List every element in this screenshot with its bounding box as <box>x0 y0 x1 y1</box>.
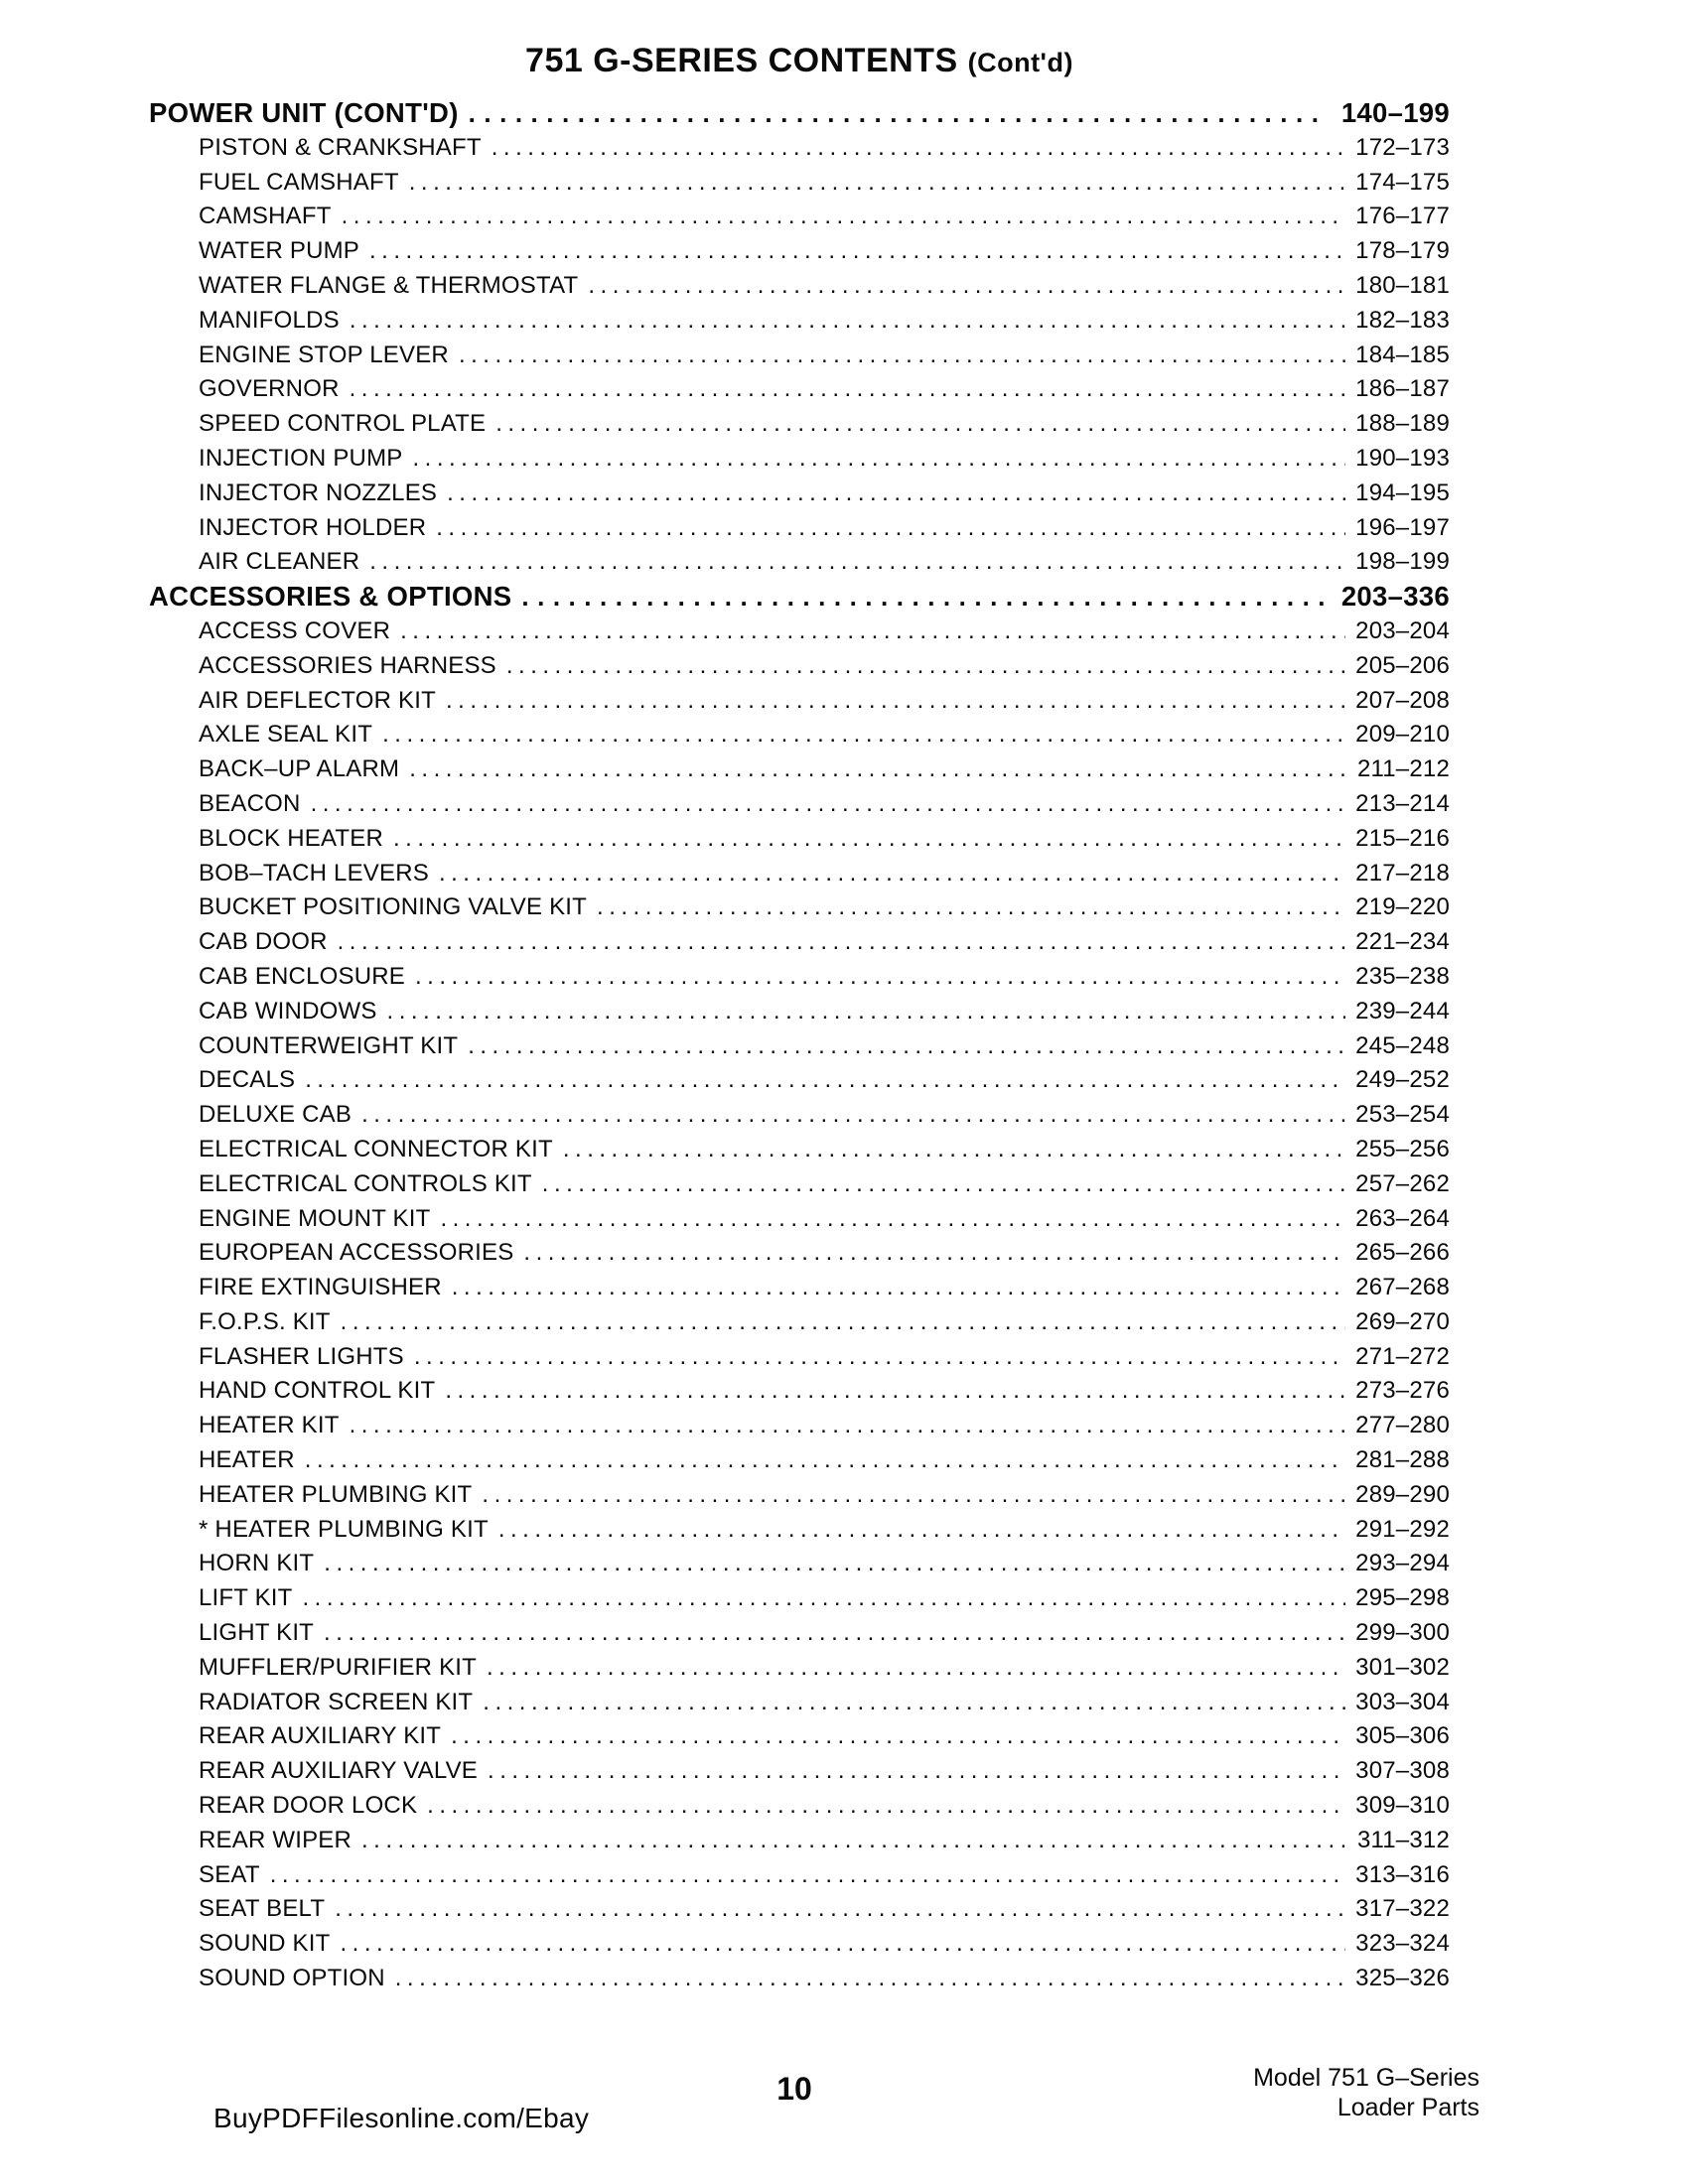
toc-entry <box>149 1271 1450 1305</box>
toc-entry-label: SOUND KIT <box>199 1930 331 1958</box>
dot-leader <box>414 1340 1345 1375</box>
toc-entry-label: INJECTOR HOLDER <box>199 513 427 541</box>
toc-entry-pages: 253–254 <box>1355 1101 1450 1129</box>
toc-entry <box>149 1202 1450 1237</box>
toc-entry-pages: 301–302 <box>1355 1653 1450 1681</box>
toc-entry-pages: 281–288 <box>1355 1446 1450 1474</box>
toc-entry <box>149 1133 1450 1167</box>
dot-leader <box>395 1962 1345 1996</box>
toc-entry-pages: 309–310 <box>1355 1792 1450 1820</box>
toc-entry-pages: 269–270 <box>1355 1307 1450 1335</box>
toc-entry-label: CAB ENCLOSURE <box>199 962 405 990</box>
toc-entry-label: ELECTRICAL CONNECTOR KIT <box>199 1135 553 1162</box>
footer-model-line1: Model 751 G–Series <box>1253 2064 1479 2092</box>
toc-entry <box>149 1581 1450 1616</box>
toc-entry <box>149 1858 1450 1893</box>
section-pages: 203–336 <box>1340 581 1450 613</box>
dot-leader <box>506 649 1345 684</box>
toc-entry-pages: 291–292 <box>1355 1515 1450 1543</box>
toc-entry-pages: 219–220 <box>1355 893 1450 921</box>
toc-entry-pages: 188–189 <box>1355 410 1450 438</box>
toc-entry-pages: 257–262 <box>1355 1169 1450 1197</box>
toc-entry-label: WATER PUMP <box>199 237 359 265</box>
section-pages: 140–199 <box>1340 97 1450 128</box>
toc-entry-pages: 311–312 <box>1356 1826 1450 1853</box>
dot-leader <box>427 1789 1345 1824</box>
toc-entry <box>149 787 1450 822</box>
toc-entry-label: HAND CONTROL KIT <box>199 1377 436 1405</box>
toc-entry <box>149 1824 1450 1858</box>
toc-entry-label: REAR AUXILIARY KIT <box>199 1722 442 1750</box>
dot-leader <box>311 787 1346 822</box>
toc-entry-pages: 186–187 <box>1355 375 1450 403</box>
dot-leader <box>542 1167 1345 1202</box>
toc-entry-pages: 325–326 <box>1355 1965 1450 1992</box>
footer-model-info <box>1253 2063 1479 2122</box>
toc-entry-label: AIR CLEANER <box>199 548 360 576</box>
toc-entry-pages: 180–181 <box>1355 271 1450 299</box>
toc-entry-label: CAMSHAFT <box>199 203 332 230</box>
toc-entry-label: MANIFOLDS <box>199 306 340 334</box>
page-title-suffix: (Cont'd) <box>967 48 1073 77</box>
dot-leader <box>393 822 1345 857</box>
dot-leader <box>369 234 1345 269</box>
toc-entry <box>149 372 1450 407</box>
toc-entry-label: SEAT <box>199 1860 260 1888</box>
dot-leader <box>498 1513 1345 1548</box>
toc-entry-label: BOB–TACH LEVERS <box>199 859 429 887</box>
toc-entry-pages: 273–276 <box>1355 1377 1450 1405</box>
dot-leader <box>350 304 1345 339</box>
toc-entry-pages: 239–244 <box>1355 997 1450 1024</box>
toc-entry <box>149 131 1450 166</box>
toc-entry-pages: 174–175 <box>1355 168 1450 196</box>
toc-entry-label: ENGINE MOUNT KIT <box>199 1204 431 1232</box>
dot-leader <box>400 614 1345 649</box>
toc-entry-pages: 307–308 <box>1355 1757 1450 1785</box>
dot-leader <box>452 1271 1345 1305</box>
toc-entry-label: ENGINE STOP LEVER <box>199 341 449 368</box>
toc-entry <box>149 822 1450 857</box>
toc-entry-label: WATER FLANGE & THERMOSTAT <box>199 271 579 299</box>
toc-entry-label: BACK–UP ALARM <box>199 755 400 783</box>
dot-leader <box>342 200 1346 234</box>
toc-entry-label: HORN KIT <box>199 1550 315 1577</box>
dot-leader <box>495 407 1345 442</box>
dot-leader <box>369 545 1345 580</box>
section-label: POWER UNIT (CONT'D) <box>149 97 459 128</box>
toc-entry-label: ELECTRICAL CONTROLS KIT <box>199 1169 532 1197</box>
toc-entry <box>149 442 1450 477</box>
toc-entry-label: REAR AUXILIARY VALVE <box>199 1757 479 1785</box>
dot-leader <box>446 684 1345 719</box>
dot-leader <box>440 1202 1345 1237</box>
dot-leader <box>324 1547 1345 1581</box>
toc-entry-label: RADIATOR SCREEN KIT <box>199 1688 474 1715</box>
watermark-text: BuyPDFFilesonline.com/Ebay <box>213 2103 590 2133</box>
footer-model-line2: Loader Parts <box>1336 2094 1479 2121</box>
dot-leader <box>415 960 1345 995</box>
toc-entry-label: COUNTERWEIGHT KIT <box>199 1031 459 1059</box>
dot-leader <box>439 857 1345 891</box>
toc-entry-label: SEAT BELT <box>199 1895 326 1923</box>
dot-leader <box>521 580 1325 614</box>
toc-entry-pages: 209–210 <box>1355 721 1450 749</box>
toc-entry <box>149 1513 1450 1548</box>
toc-entry <box>149 166 1450 201</box>
dot-leader <box>409 752 1347 787</box>
toc-entry <box>149 269 1450 304</box>
toc-entry-pages: 255–256 <box>1355 1135 1450 1162</box>
dot-leader <box>492 131 1345 166</box>
toc-entry <box>149 1719 1450 1754</box>
toc-entry <box>149 511 1450 546</box>
toc-entry <box>149 1340 1450 1375</box>
dot-leader <box>361 1824 1347 1858</box>
toc-entry-label: CAB DOOR <box>199 928 328 956</box>
toc-entry-pages: 303–304 <box>1355 1688 1450 1715</box>
section-label: ACCESSORIES & OPTIONS <box>149 581 512 613</box>
toc-entry-label: FUEL CAMSHAFT <box>199 168 399 196</box>
toc-entry-pages: 203–204 <box>1355 616 1450 644</box>
toc-entry <box>149 1236 1450 1271</box>
toc-entry-pages: 267–268 <box>1355 1274 1450 1301</box>
toc-entry-pages: 217–218 <box>1355 859 1450 887</box>
toc-entry-label: INJECTOR NOZZLES <box>199 478 438 506</box>
toc-entry-label: ACCESS COVER <box>199 616 391 644</box>
dot-leader <box>447 477 1345 511</box>
toc-entry-pages: 323–324 <box>1355 1930 1450 1958</box>
dot-leader <box>445 1374 1345 1409</box>
toc-entry <box>149 200 1450 234</box>
toc-entry-pages: 198–199 <box>1355 548 1450 576</box>
toc-entry-label: BLOCK HEATER <box>199 824 383 852</box>
toc-entry <box>149 1651 1450 1686</box>
toc-entry-label: CAB WINDOWS <box>199 997 377 1024</box>
dot-leader <box>451 1719 1345 1754</box>
toc-entry <box>149 1927 1450 1962</box>
toc-entry <box>149 1789 1450 1824</box>
toc-entry <box>149 995 1450 1029</box>
toc-entry-pages: 265–266 <box>1355 1239 1450 1267</box>
toc-entry-pages: 207–208 <box>1355 686 1450 714</box>
dot-leader <box>350 372 1346 407</box>
toc-entry-label: AIR DEFLECTOR KIT <box>199 686 436 714</box>
toc <box>149 96 1450 1996</box>
toc-entry <box>149 1754 1450 1789</box>
dot-leader <box>361 1098 1345 1133</box>
dot-leader <box>387 995 1346 1029</box>
toc-entry-label: FIRE EXTINGUISHER <box>199 1274 442 1301</box>
toc-entry <box>149 1167 1450 1202</box>
toc-entry-pages: 184–185 <box>1355 341 1450 368</box>
toc-entry-pages: 277–280 <box>1355 1412 1450 1439</box>
toc-entry-pages: 295–298 <box>1355 1584 1450 1612</box>
toc-entry <box>149 545 1450 580</box>
toc-entry <box>149 407 1450 442</box>
toc-entry-pages: 249–252 <box>1355 1066 1450 1094</box>
toc-entry <box>149 339 1450 373</box>
toc-entry <box>149 477 1450 511</box>
toc-entry <box>149 684 1450 719</box>
toc-section-row <box>149 96 1450 131</box>
dot-leader <box>597 890 1345 925</box>
toc-entry-pages: 313–316 <box>1355 1860 1450 1888</box>
dot-leader <box>335 1892 1345 1927</box>
dot-leader <box>382 718 1345 752</box>
toc-entry <box>149 1063 1450 1098</box>
toc-entry-label: F.O.P.S. KIT <box>199 1307 331 1335</box>
toc-entry-label: ACCESSORIES HARNESS <box>199 651 496 679</box>
toc-entry <box>149 1029 1450 1064</box>
dot-leader <box>324 1616 1345 1651</box>
toc-entry-label: FLASHER LIGHTS <box>199 1342 404 1370</box>
dot-leader <box>341 1305 1345 1340</box>
toc-entry-pages: 299–300 <box>1355 1619 1450 1647</box>
toc-entry <box>149 925 1450 960</box>
toc-section-row <box>149 580 1450 614</box>
page-title <box>149 42 1450 80</box>
dot-leader <box>469 96 1326 131</box>
dot-leader <box>436 511 1345 546</box>
toc-entry-label: EUROPEAN ACCESSORIES <box>199 1239 514 1267</box>
dot-leader <box>459 339 1345 373</box>
dot-leader <box>270 1858 1345 1893</box>
dot-leader <box>588 269 1345 304</box>
toc-entry-pages: 172–173 <box>1355 133 1450 161</box>
toc-entry-label: INJECTION PUMP <box>199 444 403 472</box>
toc-entry-pages: 213–214 <box>1355 789 1450 817</box>
dot-leader <box>409 166 1345 201</box>
toc-entry <box>149 1892 1450 1927</box>
toc-entry <box>149 304 1450 339</box>
page-title-main: 751 G-SERIES CONTENTS <box>525 42 958 79</box>
toc-entry <box>149 1409 1450 1443</box>
toc-entry-label: MUFFLER/PURIFIER KIT <box>199 1653 478 1681</box>
footer-page-number: 10 <box>776 2071 812 2107</box>
toc-entry-pages: 205–206 <box>1355 651 1450 679</box>
toc-entry-pages: 221–234 <box>1355 928 1450 956</box>
dot-leader <box>482 1478 1345 1513</box>
toc-entry <box>149 649 1450 684</box>
toc-entry <box>149 234 1450 269</box>
dot-leader <box>468 1029 1345 1064</box>
toc-entry-label: REAR WIPER <box>199 1826 352 1853</box>
dot-leader <box>350 1409 1346 1443</box>
toc-entry-pages: 182–183 <box>1355 306 1450 334</box>
dot-leader <box>483 1686 1345 1720</box>
toc-entry-label: HEATER KIT <box>199 1412 340 1439</box>
toc-entry-pages: 178–179 <box>1355 237 1450 265</box>
dot-leader <box>338 925 1346 960</box>
toc-entry-label: PISTON & CRANKSHAFT <box>199 133 482 161</box>
toc-entry-pages: 194–195 <box>1355 478 1450 506</box>
toc-entry <box>149 752 1450 787</box>
toc-entry-label: DECALS <box>199 1066 296 1094</box>
dot-leader <box>487 1651 1345 1686</box>
toc-entry <box>149 960 1450 995</box>
toc-entry-pages: 317–322 <box>1355 1895 1450 1923</box>
toc-entry <box>149 1374 1450 1409</box>
toc-entry <box>149 1616 1450 1651</box>
toc-entry <box>149 890 1450 925</box>
toc-entry <box>149 857 1450 891</box>
toc-entry-pages: 196–197 <box>1355 513 1450 541</box>
toc-entry <box>149 718 1450 752</box>
toc-entry-pages: 211–212 <box>1356 755 1450 783</box>
toc-entry <box>149 1305 1450 1340</box>
toc-entry-pages: 293–294 <box>1355 1550 1450 1577</box>
dot-leader <box>305 1443 1345 1478</box>
dot-leader <box>488 1754 1345 1789</box>
toc-entry-label: SPEED CONTROL PLATE <box>199 410 487 438</box>
toc-entry-pages: 235–238 <box>1355 962 1450 990</box>
toc-entry <box>149 1443 1450 1478</box>
toc-entry-pages: 190–193 <box>1355 444 1450 472</box>
toc-entry-label: HEATER <box>199 1446 295 1474</box>
toc-entry-pages: 245–248 <box>1355 1031 1450 1059</box>
dot-leader <box>303 1581 1346 1616</box>
toc-entry-pages: 176–177 <box>1355 203 1450 230</box>
dot-leader <box>305 1063 1345 1098</box>
dot-leader <box>563 1133 1345 1167</box>
toc-entry-pages: 263–264 <box>1355 1204 1450 1232</box>
dot-leader <box>340 1927 1345 1962</box>
toc-entry-pages: 289–290 <box>1355 1480 1450 1508</box>
toc-entry <box>149 1686 1450 1720</box>
toc-entry <box>149 1478 1450 1513</box>
toc-entry-pages: 305–306 <box>1355 1722 1450 1750</box>
toc-entry <box>149 1547 1450 1581</box>
toc-entry-pages: 271–272 <box>1355 1342 1450 1370</box>
toc-entry <box>149 614 1450 649</box>
toc-entry-label: BUCKET POSITIONING VALVE KIT <box>199 893 588 921</box>
toc-entry-label: REAR DOOR LOCK <box>199 1792 418 1820</box>
dot-leader <box>412 442 1345 477</box>
toc-entry-pages: 215–216 <box>1355 824 1450 852</box>
toc-entry-label: BEACON <box>199 789 301 817</box>
toc-entry-label: LIGHT KIT <box>199 1619 315 1647</box>
toc-entry-label: SOUND OPTION <box>199 1965 385 1992</box>
dot-leader <box>523 1236 1345 1271</box>
toc-entry <box>149 1098 1450 1133</box>
toc-entry-label: AXLE SEAL KIT <box>199 721 373 749</box>
toc-entry <box>149 1962 1450 1996</box>
toc-entry-label: HEATER PLUMBING KIT <box>199 1480 473 1508</box>
toc-entry-label: LIFT KIT <box>199 1584 293 1612</box>
toc-entry-label: DELUXE CAB <box>199 1101 352 1129</box>
toc-entry-label: GOVERNOR <box>199 375 340 403</box>
toc-entry-label: * HEATER PLUMBING KIT <box>199 1515 489 1543</box>
